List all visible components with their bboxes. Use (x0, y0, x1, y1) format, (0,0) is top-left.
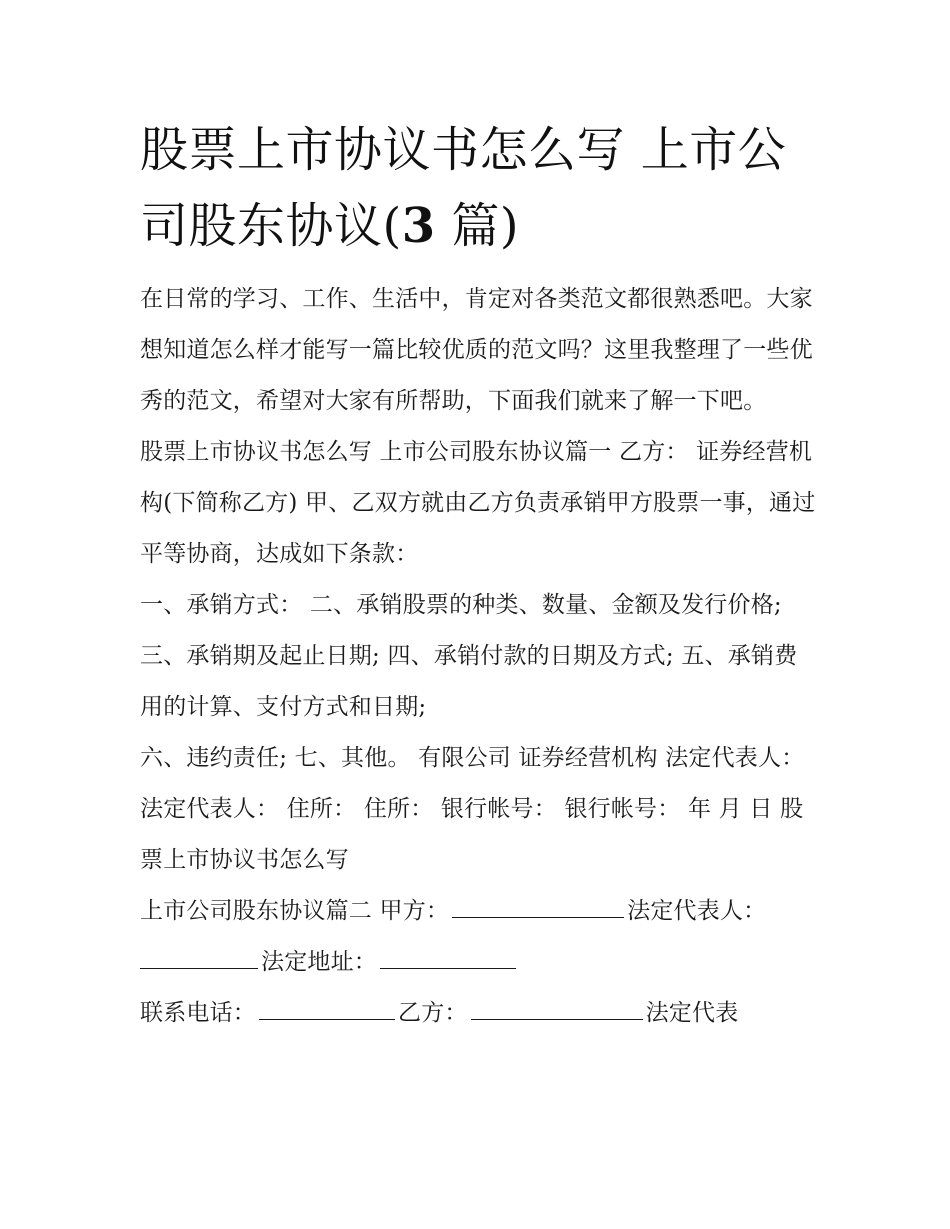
party-b-blank (471, 997, 643, 1020)
document-title (140, 112, 820, 264)
legal-rep-blank (140, 946, 258, 969)
contact-paragraph (140, 988, 820, 1039)
legal-rep-b-label: 法定代表 (645, 1000, 739, 1026)
title-tail: 篇) (435, 198, 520, 254)
legal-address-label: 法定地址： (261, 949, 377, 975)
agreement-one-paragraph: 股票上市协议书怎么写 上市公司股东协议篇一 乙方： 证券经营机构(下简称乙方) 甲、乙双方就由乙方负责承销甲方股票一事，通过平等协商，达成如下条款： (140, 439, 816, 567)
party-a-label: 上市公司股东协议篇二 甲方： (140, 898, 450, 924)
title-count: 3 (401, 198, 436, 254)
phone-label: 联系电话： (140, 1000, 256, 1026)
legal-address-blank (380, 946, 516, 969)
phone-blank (259, 997, 395, 1020)
document-body (140, 274, 820, 1039)
clauses-paragraph: 一、承销方式： 二、承销股票的种类、数量、金额及发行价格; 三、承销期及起止日期; 四、承销付款的日期及方式; 五、承销费用的计算、支付方式和日期; (140, 592, 798, 720)
signature-paragraph: 六、违约责任; 七、其他。 有限公司 证券经营机构 法定代表人： 法定代表人： 住所： 住所： 银行帐号： 银行帐号： 年 月 日 股票上市协议书怎么写 (140, 745, 805, 873)
legal-rep-label: 法定代表人： (627, 898, 767, 924)
agreement-two-paragraph (140, 886, 820, 988)
party-a-blank (452, 895, 624, 918)
intro-paragraph: 在日常的学习、工作、生活中，肯定对各类范文都很熟悉吧。大家想知道怎么样才能写一篇比较优质的范文吗？这里我整理了一些优秀的范文，希望对大家有所帮助，下面我们就来了解一下吧。 (140, 286, 813, 414)
title-main: 股票上市协议书怎么写 上市公司股东协议( (140, 122, 787, 254)
party-b-label: 乙方： (398, 1000, 468, 1026)
